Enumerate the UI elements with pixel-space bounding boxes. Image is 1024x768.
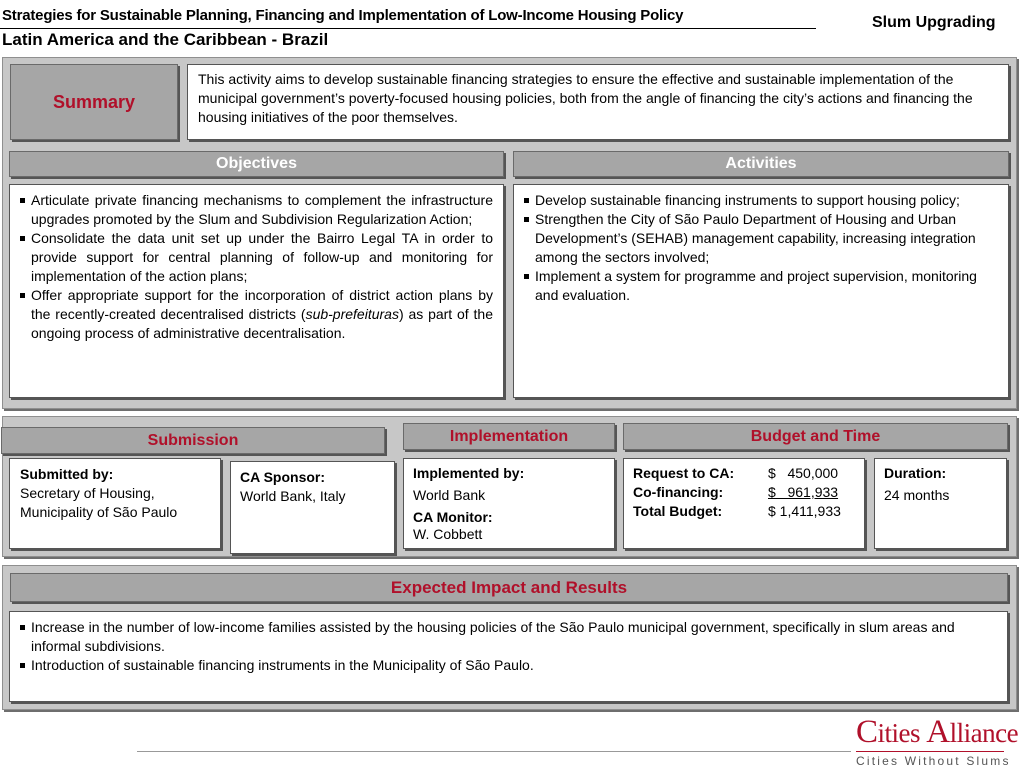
category-tag: Slum Upgrading	[872, 14, 996, 31]
objective-item: Articulate private financing mechanisms to complement the infrastructure upgrades promoted by the Slum and Subdivision Regularization Action;	[19, 191, 493, 229]
submitted-by-box	[9, 458, 221, 549]
implemented-by-value: World Bank	[413, 487, 486, 503]
document-subtitle: Latin America and the Caribbean - Brazil	[2, 30, 329, 49]
summary-text: This activity aims to develop sustainable financing strategies to ensure the effective and sustainable implementation of the municipal government’s poverty-focused housing policies, both from the angle of financing the city’s actions and financing the housing initiatives of the poor themselves.	[187, 64, 1009, 140]
activities-list	[523, 191, 994, 305]
activity-item: Develop sustainable financing instruments to support housing policy;	[523, 191, 994, 210]
request-value: $ 450,000	[768, 465, 839, 481]
objectives-list	[19, 191, 493, 343]
monitor-label: CA Monitor:	[413, 509, 493, 525]
duration-box	[874, 458, 1007, 549]
objective-text: Offer appropriate support for the incorporation of district action plans by the recently-created decentralised districts (	[31, 287, 493, 322]
duration-value: 24 months	[884, 487, 950, 503]
submission-header: Submission	[1, 427, 385, 454]
objective-italic-term: sub-prefeituras	[305, 306, 399, 322]
impact-list	[19, 618, 997, 675]
request-label: Request to CA:	[633, 465, 735, 481]
budget-header: Budget and Time	[623, 423, 1008, 450]
activities-header: Activities	[513, 151, 1009, 177]
impact-box	[9, 611, 1008, 702]
sponsor-box	[230, 461, 395, 554]
logo-wordmark: Cities Alliance	[856, 714, 1019, 750]
objectives-header: Objectives	[9, 151, 504, 177]
sponsor-label: CA Sponsor:	[240, 469, 326, 485]
sponsor-value: World Bank, Italy	[240, 488, 346, 504]
implementation-box	[403, 458, 615, 549]
duration-label: Duration:	[884, 465, 947, 481]
logo-rule	[856, 751, 1004, 752]
cities-alliance-logo	[856, 714, 1019, 768]
document-title: Strategies for Sustainable Planning, Financing and Implementation of Low-Income Housing Policy	[2, 7, 684, 24]
cofinancing-value: $ 961,933	[768, 484, 839, 500]
budget-box	[623, 458, 865, 549]
budget-table	[633, 464, 855, 521]
activity-item: Strengthen the City of São Paulo Department of Housing and Urban Development’s (SEHAB) management capability, increasing integration among the sectors involved;	[523, 210, 994, 267]
objective-item	[19, 286, 493, 343]
impact-item: Increase in the number of low-income families assisted by the housing policies of the São Paulo municipal government, specifically in slum areas and informal subdivisions.	[19, 618, 997, 656]
summary-label: Summary	[10, 64, 178, 140]
objectives-box	[9, 184, 504, 398]
submitted-by-value: Secretary of Housing, Municipality of São Paulo	[20, 485, 178, 520]
activities-box	[513, 184, 1009, 398]
activity-item: Implement a system for programme and project supervision, monitoring and evaluation.	[523, 267, 994, 305]
implementation-header: Implementation	[403, 423, 615, 450]
implemented-by-label: Implemented by:	[413, 465, 525, 481]
submitted-by-label: Submitted by:	[20, 466, 114, 482]
title-divider	[0, 28, 816, 29]
cofinancing-label: Co-financing:	[633, 484, 724, 500]
objective-item: Consolidate the data unit set up under the Bairro Legal TA in order to provide support for central planning of follow-up and monitoring for implementation of the action plans;	[19, 229, 493, 286]
impact-header: Expected Impact and Results	[10, 573, 1008, 602]
total-budget-label: Total Budget:	[633, 503, 723, 519]
footer-divider	[137, 751, 851, 752]
total-budget-value: $ 1,411,933	[768, 503, 841, 519]
monitor-value: W. Cobbett	[413, 526, 483, 542]
logo-tagline: Cities Without Slums	[856, 754, 1011, 768]
objective-text: ) as part of the ongoing process of administrative decentralisation.	[31, 306, 493, 341]
impact-item: Introduction of sustainable financing instruments in the Municipality of São Paulo.	[19, 656, 997, 675]
